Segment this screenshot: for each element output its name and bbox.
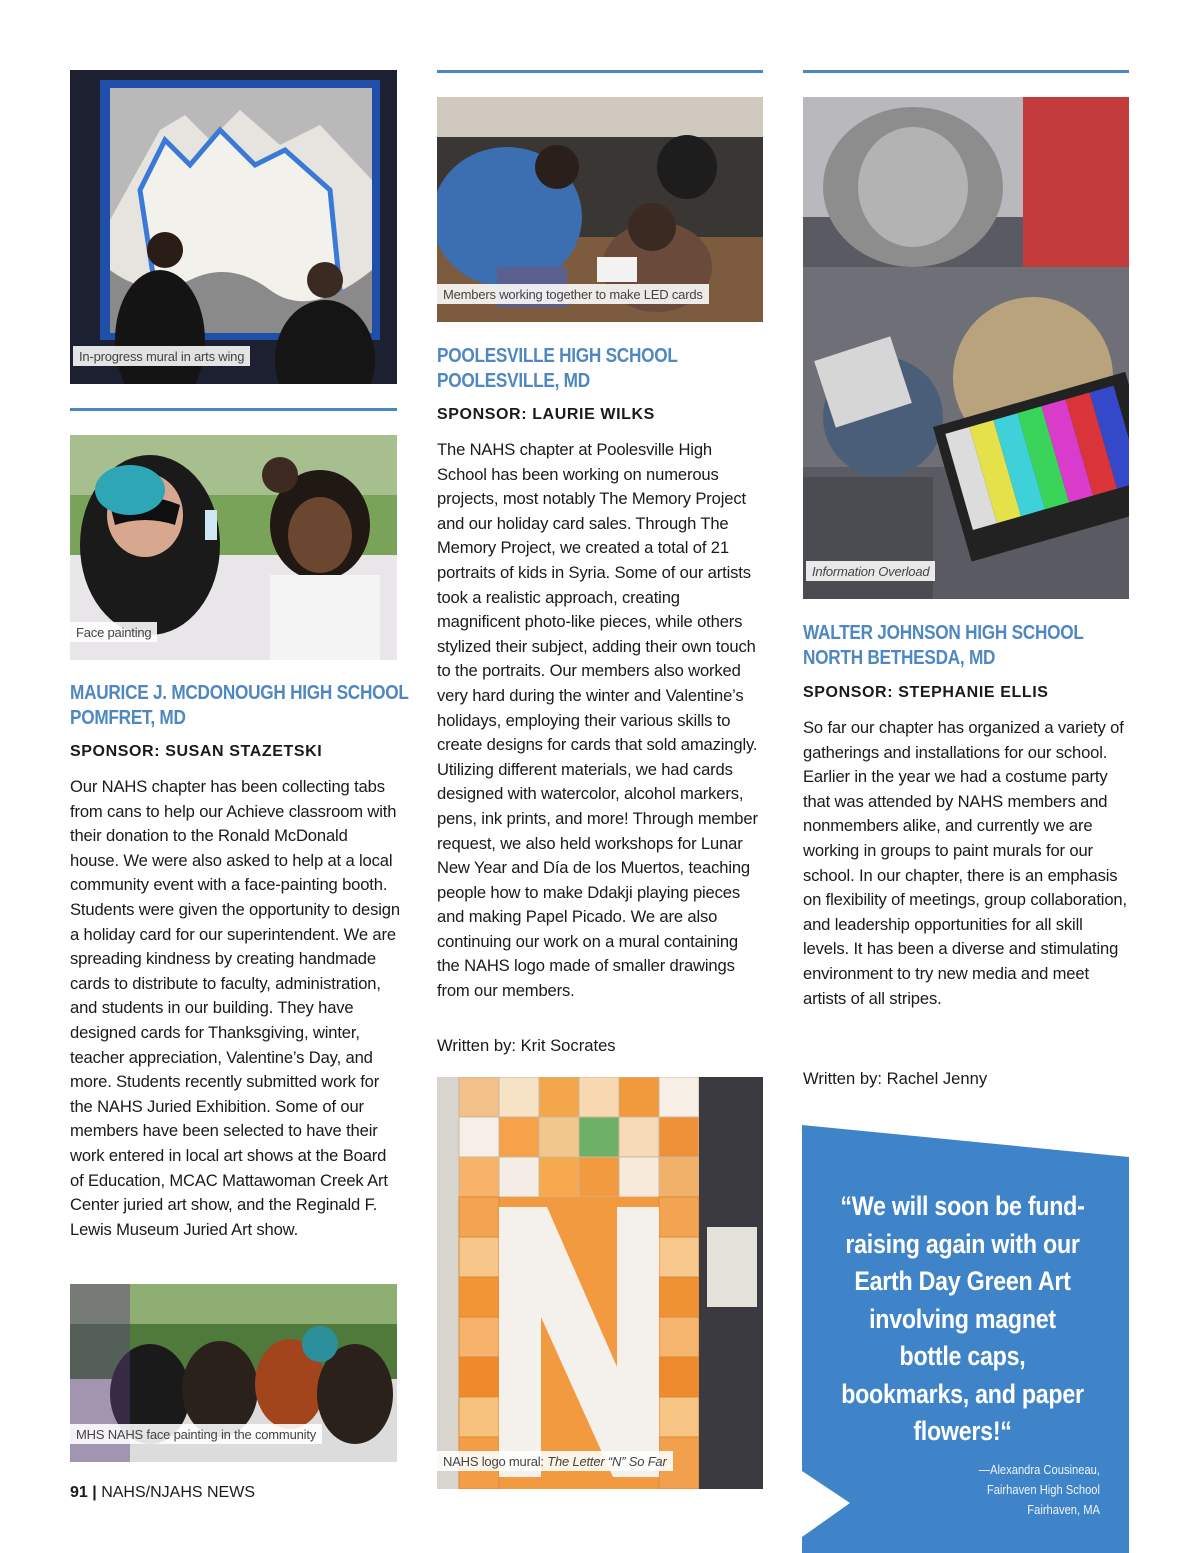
written-by: Written by: Krit Socrates [437, 1036, 616, 1055]
sponsor-line: SPONSOR: STEPHANIE ELLIS [803, 684, 1049, 701]
school-name-line: MAURICE J. MCDONOUGH HIGH SCHOOL [70, 682, 409, 704]
pull-quote-attribution [928, 1460, 1100, 1520]
article-body: The NAHS chapter at Poolesville High School has been working on numerous projects, most notably The Memory Project and our holiday card sales. Through The Memory Project, we created a total of 21 portraits of kids in Syria. Some of our artists took a realistic approach, creating magnificent photo-like pieces, while others stylized their subject, adding their own touch to the portraits. Our members also worked very hard during the winter and Valentine’s holidays, employing their various skills to create designs for cards that sold amazingly. Utilizing different materials, we had cards designed with watercolor, alcohol markers, pens, ink prints, and more! Through member request, we also held workshops for Lunar New Year and Día de los Muertos, teaching people how to make Ddakji playing pieces and making Papel Picado. We are also continuing our work on a mural containing the NAHS logo made of smaller drawings from our members. [437, 440, 758, 1001]
column-rule-right [803, 70, 1129, 73]
column-rule-left-mid [70, 408, 397, 411]
caption-title: The Letter “N” So Far [547, 1454, 667, 1469]
sponsor-line: SPONSOR: LAURIE WILKS [437, 406, 655, 423]
school-name-mcdonough [70, 681, 409, 731]
folio-separator: | [92, 1484, 97, 1501]
photo-led-cards [437, 97, 763, 322]
school-location-line: NORTH BETHESDA, MD [803, 647, 996, 669]
photo-caption: Members working together to make LED cards [437, 284, 709, 304]
pull-quote-text: “We will soon be fund-raising again with our Earth Day Green Art involving magnet bottle caps, bookmarks, and paper flowers!“ [840, 1191, 1085, 1446]
photo-caption: In-progress mural in arts wing [73, 346, 250, 366]
photo-caption: MHS NAHS face painting in the community [70, 1424, 322, 1444]
photo-caption [437, 1451, 673, 1471]
attribution-school: Fairhaven High School [986, 1482, 1100, 1497]
article-body: So far our chapter has organized a variety of gatherings and installations for our school. Earlier in the year we had a costume party that was attended by NAHS members and nonmembers alike, and currently we are working in groups to paint murals for our school. In our chapter, there is an emphasis on flexibility of meetings, group collaboration, and leadership opportunities for all skill levels. It has been a diverse and stimulating environment to try new media and meet artists of all stripes. [803, 718, 1127, 1008]
photo-caption: Face painting [70, 622, 157, 642]
photo-community-face-painting [70, 1284, 397, 1462]
photo-face-painting [70, 435, 397, 660]
publication-name: NAHS/NJAHS NEWS [101, 1484, 255, 1501]
column-rule-middle [437, 70, 763, 73]
caption-prefix: NAHS logo mural: [443, 1454, 548, 1469]
page-folio [70, 1484, 255, 1502]
attribution-name: —Alexandra Cousineau, [978, 1462, 1100, 1477]
photo-mural-in-progress [70, 70, 397, 384]
school-location-line: POOLESVILLE, MD [437, 370, 590, 392]
photo-caption [806, 561, 935, 581]
school-name-poolesville [437, 344, 678, 394]
article-body: Our NAHS chapter has been collecting tabs from cans to help our Achieve classroom with their donation to the Ronald McDonald house. We were also asked to help at a local community event with a face-painting booth. Students were given the opportunity to design a holiday card for our superintendent. We are spreading kindness by creating handmade cards to distribute to faculty, administration, and students in our building. They have designed cards for Thanksgiving, winter, teacher appreciation, Valentine’s Day, and more. Students recently submitted work for the NAHS Juried Exhibition. Some of our members have been selected to have their work entered in local art shows at the Board of Education, MCAC Mattawoman Creek Art Center juried art show, and the Reginald F. Lewis Museum Juried Art show. [70, 777, 400, 1239]
attribution-location: Fairhaven, MA [1027, 1502, 1100, 1517]
written-by: Written by: Rachel Jenny [803, 1069, 988, 1088]
photo-logo-mural [437, 1077, 763, 1489]
school-name-line: WALTER JOHNSON HIGH SCHOOL [803, 622, 1084, 644]
page-number: 91 [70, 1484, 88, 1501]
sponsor-line: SPONSOR: SUSAN STAZETSKI [70, 743, 323, 760]
school-name-line: POOLESVILLE HIGH SCHOOL [437, 345, 678, 367]
caption-title: Information Overload [812, 564, 930, 579]
photo-information-overload [803, 97, 1129, 599]
school-location-line: POMFRET, MD [70, 707, 186, 729]
school-name-walter-johnson [803, 621, 1084, 671]
